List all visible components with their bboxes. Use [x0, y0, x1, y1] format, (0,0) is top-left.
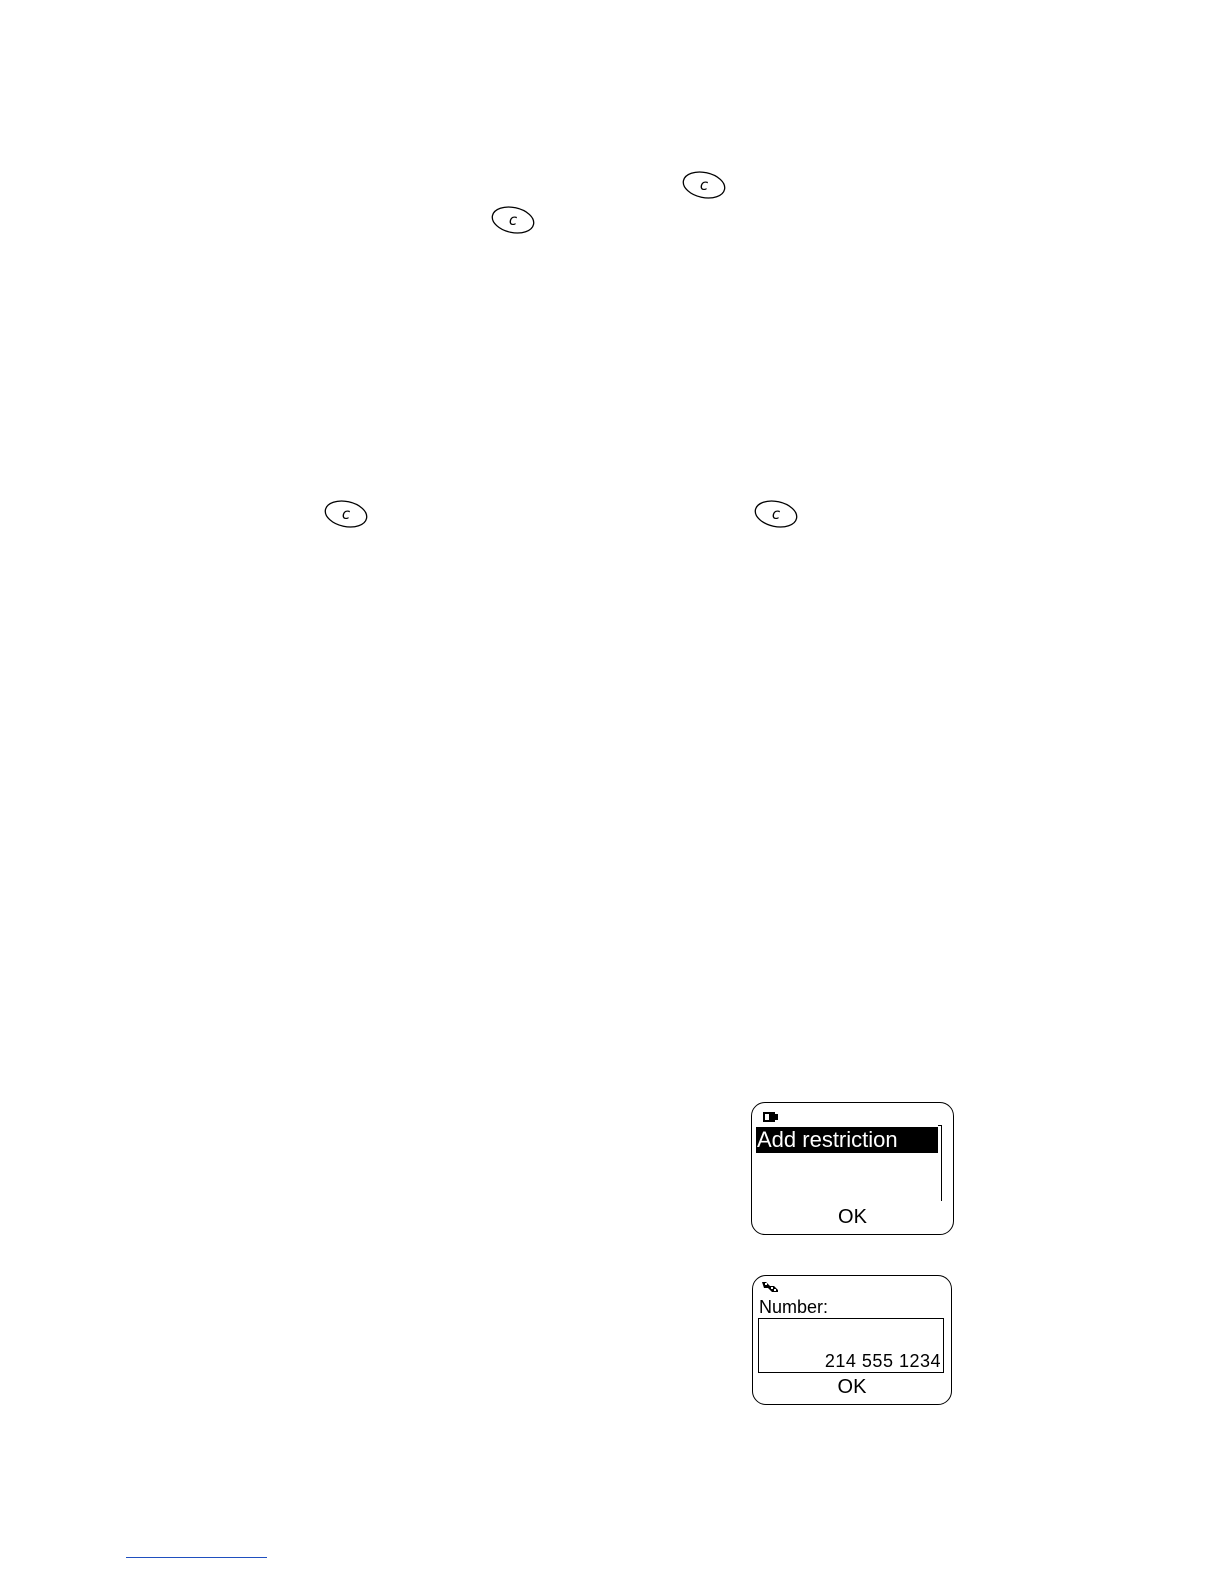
battery-icon [762, 1111, 780, 1123]
ok-softkey[interactable]: OK [837, 1376, 867, 1398]
number-label: Number: [759, 1297, 829, 1317]
c-key-icon [754, 499, 798, 529]
c-key-icon [324, 499, 368, 529]
selected-menu-item[interactable]: Add restriction [756, 1127, 938, 1153]
c-key-icon [491, 205, 535, 235]
svg-text:c: c [771, 505, 781, 523]
number-value: 214 555 1234 [824, 1351, 941, 1371]
scrollbar [938, 1125, 942, 1201]
lcd-screen-add-restriction [751, 1102, 954, 1235]
c-key-icon [682, 170, 726, 200]
svg-text:c: c [341, 505, 351, 523]
number-field[interactable] [758, 1318, 944, 1373]
footnote-separator [126, 1557, 267, 1558]
svg-text:c: c [508, 211, 518, 229]
signal-icon [761, 1281, 779, 1293]
svg-text:c: c [699, 176, 709, 194]
ok-softkey[interactable]: OK [838, 1206, 867, 1228]
lcd-screen-number-entry [752, 1275, 952, 1405]
